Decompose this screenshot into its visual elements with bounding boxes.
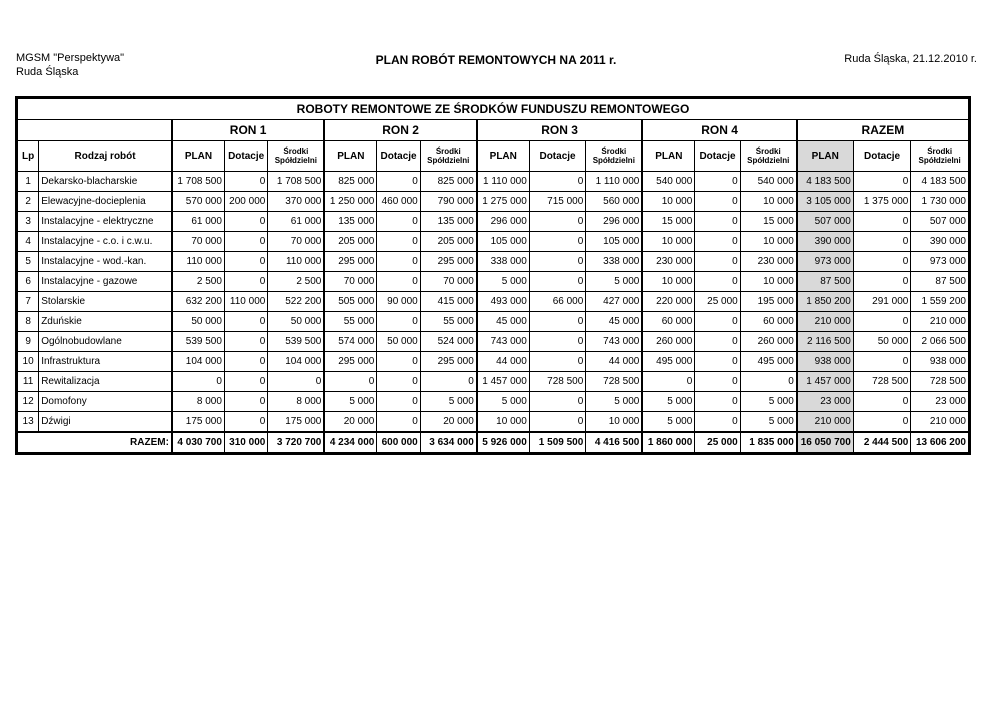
- column-header-srodki-line1: Środki: [601, 147, 627, 156]
- total-value-cell: 4 030 700: [172, 432, 224, 453]
- row-value-cell: 5 000: [740, 412, 797, 433]
- row-value-cell: 0: [377, 352, 420, 372]
- row-value-cell: 973 000: [797, 252, 854, 272]
- row-value-cell: 0: [224, 372, 267, 392]
- row-value-cell: 220 000: [642, 292, 694, 312]
- column-header-dotacje: Dotacje: [695, 141, 740, 172]
- row-value-cell: 0: [377, 172, 420, 192]
- row-value-cell: 0: [853, 232, 911, 252]
- row-value-cell: 5 000: [477, 272, 529, 292]
- column-header-srodki-line1: Środki: [927, 147, 953, 156]
- row-value-cell: 0: [529, 232, 586, 252]
- row-work-type: Instalacyjne - wod.-kan.: [39, 252, 172, 272]
- group-header-ron2: RON 2: [324, 120, 476, 141]
- subheader-row: [18, 141, 969, 172]
- row-value-cell: 460 000: [377, 192, 420, 212]
- row-value-cell: 105 000: [586, 232, 643, 252]
- row-value-cell: 0: [224, 392, 267, 412]
- column-header-srodki-line1: Środki: [755, 147, 781, 156]
- row-value-cell: 1 708 500: [172, 172, 224, 192]
- row-value-cell: 524 000: [420, 332, 477, 352]
- total-value-cell: 1 835 000: [740, 432, 797, 453]
- column-header-plan: PLAN: [797, 141, 854, 172]
- row-lp: 1: [18, 172, 39, 192]
- row-value-cell: 493 000: [477, 292, 529, 312]
- row-value-cell: 5 000: [586, 392, 643, 412]
- row-value-cell: 540 000: [642, 172, 694, 192]
- row-value-cell: 0: [224, 232, 267, 252]
- column-header-plan: PLAN: [477, 141, 529, 172]
- row-value-cell: 210 000: [797, 412, 854, 433]
- column-header-plan: PLAN: [324, 141, 376, 172]
- row-value-cell: 2 116 500: [797, 332, 854, 352]
- row-value-cell: 3 105 000: [797, 192, 854, 212]
- row-value-cell: 0: [224, 332, 267, 352]
- row-value-cell: 1 559 200: [911, 292, 969, 312]
- row-value-cell: 1 850 200: [797, 292, 854, 312]
- group-header-ron4: RON 4: [642, 120, 796, 141]
- row-value-cell: 66 000: [529, 292, 586, 312]
- row-value-cell: 50 000: [268, 312, 325, 332]
- total-value-cell: 13 606 200: [911, 432, 969, 453]
- row-lp: 8: [18, 312, 39, 332]
- row-value-cell: 2 500: [172, 272, 224, 292]
- column-header-dotacje: Dotacje: [224, 141, 267, 172]
- row-value-cell: 5 000: [586, 272, 643, 292]
- row-work-type: Ogólnobudowlane: [39, 332, 172, 352]
- table-row: [18, 172, 969, 192]
- row-value-cell: 20 000: [420, 412, 477, 433]
- row-lp: 2: [18, 192, 39, 212]
- column-header-srodki: [420, 141, 477, 172]
- table-row: [18, 412, 969, 433]
- row-work-type: Instalacyjne - elektryczne: [39, 212, 172, 232]
- row-value-cell: 70 000: [268, 232, 325, 252]
- organization-name: MGSM "Perspektywa": [16, 52, 125, 64]
- row-value-cell: 1 730 000: [911, 192, 969, 212]
- row-value-cell: 0: [695, 272, 740, 292]
- row-value-cell: 0: [377, 252, 420, 272]
- row-value-cell: 0: [377, 232, 420, 252]
- group-header-empty: [18, 120, 172, 141]
- row-value-cell: 0: [224, 352, 267, 372]
- row-value-cell: 135 000: [420, 212, 477, 232]
- row-lp: 3: [18, 212, 39, 232]
- row-value-cell: 87 500: [911, 272, 969, 292]
- row-value-cell: 540 000: [740, 172, 797, 192]
- total-value-cell: 4 234 000: [324, 432, 376, 453]
- row-value-cell: 0: [529, 272, 586, 292]
- row-value-cell: 0: [172, 372, 224, 392]
- row-lp: 9: [18, 332, 39, 352]
- column-header-srodki-line2: Spółdzielni: [427, 156, 470, 165]
- row-lp: 11: [18, 372, 39, 392]
- row-value-cell: 0: [529, 412, 586, 433]
- row-value-cell: 0: [695, 232, 740, 252]
- repair-plan-table-frame: [15, 96, 971, 455]
- table-row: [18, 352, 969, 372]
- table-row: [18, 252, 969, 272]
- row-value-cell: 110 000: [224, 292, 267, 312]
- row-lp: 4: [18, 232, 39, 252]
- table-row: [18, 372, 969, 392]
- row-value-cell: 70 000: [172, 232, 224, 252]
- row-value-cell: 0: [268, 372, 325, 392]
- column-header-dotacje: Dotacje: [529, 141, 586, 172]
- row-value-cell: 87 500: [797, 272, 854, 292]
- row-value-cell: 1 457 000: [797, 372, 854, 392]
- row-value-cell: 45 000: [586, 312, 643, 332]
- row-value-cell: 5 000: [477, 392, 529, 412]
- row-value-cell: 728 500: [911, 372, 969, 392]
- row-value-cell: 390 000: [911, 232, 969, 252]
- column-header-plan: PLAN: [642, 141, 694, 172]
- row-value-cell: 370 000: [268, 192, 325, 212]
- row-lp: 5: [18, 252, 39, 272]
- row-lp: 12: [18, 392, 39, 412]
- row-work-type: Dźwigi: [39, 412, 172, 433]
- row-value-cell: 8 000: [268, 392, 325, 412]
- group-header-razem: RAZEM: [797, 120, 969, 141]
- column-header-srodki-line1: Środki: [435, 147, 461, 156]
- column-header-srodki-line2: Spółdzielni: [747, 156, 790, 165]
- row-value-cell: 175 000: [172, 412, 224, 433]
- row-value-cell: 104 000: [172, 352, 224, 372]
- row-value-cell: 23 000: [911, 392, 969, 412]
- group-header-ron3: RON 3: [477, 120, 643, 141]
- row-value-cell: 0: [695, 372, 740, 392]
- row-value-cell: 296 000: [477, 212, 529, 232]
- column-header-name: Rodzaj robót: [39, 141, 172, 172]
- row-value-cell: 415 000: [420, 292, 477, 312]
- row-value-cell: 0: [695, 352, 740, 372]
- total-value-cell: 3 634 000: [420, 432, 477, 453]
- row-value-cell: 0: [695, 192, 740, 212]
- row-value-cell: 55 000: [324, 312, 376, 332]
- row-value-cell: 50 000: [172, 312, 224, 332]
- row-lp: 10: [18, 352, 39, 372]
- row-value-cell: 938 000: [911, 352, 969, 372]
- row-work-type: Zduńskie: [39, 312, 172, 332]
- row-value-cell: 0: [695, 312, 740, 332]
- row-value-cell: 5 000: [642, 392, 694, 412]
- row-value-cell: 296 000: [586, 212, 643, 232]
- row-value-cell: 10 000: [477, 412, 529, 433]
- row-value-cell: 45 000: [477, 312, 529, 332]
- row-value-cell: 1 110 000: [586, 172, 643, 192]
- row-value-cell: 55 000: [420, 312, 477, 332]
- row-value-cell: 0: [377, 392, 420, 412]
- row-value-cell: 105 000: [477, 232, 529, 252]
- row-lp: 13: [18, 412, 39, 433]
- row-value-cell: 44 000: [477, 352, 529, 372]
- total-value-cell: 4 416 500: [586, 432, 643, 453]
- column-header-srodki: [911, 141, 969, 172]
- repair-plan-table: [17, 98, 969, 453]
- total-value-cell: 3 720 700: [268, 432, 325, 453]
- row-value-cell: 539 500: [268, 332, 325, 352]
- column-header-srodki: [586, 141, 643, 172]
- row-value-cell: 210 000: [911, 312, 969, 332]
- table-row: [18, 192, 969, 212]
- row-value-cell: 0: [529, 352, 586, 372]
- row-value-cell: 0: [529, 392, 586, 412]
- row-value-cell: 104 000: [268, 352, 325, 372]
- row-value-cell: 0: [224, 412, 267, 433]
- row-value-cell: 4 183 500: [911, 172, 969, 192]
- row-value-cell: 61 000: [268, 212, 325, 232]
- row-value-cell: 0: [224, 172, 267, 192]
- row-value-cell: 70 000: [324, 272, 376, 292]
- row-value-cell: 1 375 000: [853, 192, 911, 212]
- column-header-plan: PLAN: [172, 141, 224, 172]
- row-value-cell: 0: [224, 272, 267, 292]
- row-value-cell: 495 000: [642, 352, 694, 372]
- row-value-cell: 0: [853, 312, 911, 332]
- row-value-cell: 0: [642, 372, 694, 392]
- table-row: [18, 272, 969, 292]
- row-value-cell: 790 000: [420, 192, 477, 212]
- group-header-ron1: RON 1: [172, 120, 324, 141]
- table-row: [18, 212, 969, 232]
- row-value-cell: 574 000: [324, 332, 376, 352]
- row-value-cell: 0: [853, 272, 911, 292]
- row-value-cell: 295 000: [324, 352, 376, 372]
- totals-row: [18, 432, 969, 453]
- table-row: [18, 332, 969, 352]
- row-value-cell: 175 000: [268, 412, 325, 433]
- table-row: [18, 312, 969, 332]
- row-value-cell: 0: [224, 312, 267, 332]
- total-value-cell: 25 000: [695, 432, 740, 453]
- row-value-cell: 0: [853, 412, 911, 433]
- row-value-cell: 0: [377, 412, 420, 433]
- row-value-cell: 728 500: [853, 372, 911, 392]
- row-work-type: Rewitalizacja: [39, 372, 172, 392]
- row-value-cell: 715 000: [529, 192, 586, 212]
- total-value-cell: 1 860 000: [642, 432, 694, 453]
- table-row: [18, 232, 969, 252]
- row-value-cell: 1 457 000: [477, 372, 529, 392]
- row-value-cell: 0: [695, 172, 740, 192]
- row-value-cell: 1 250 000: [324, 192, 376, 212]
- row-value-cell: 427 000: [586, 292, 643, 312]
- row-value-cell: 10 000: [586, 412, 643, 433]
- row-value-cell: 0: [377, 212, 420, 232]
- row-value-cell: 10 000: [642, 192, 694, 212]
- row-value-cell: 210 000: [911, 412, 969, 433]
- row-value-cell: 0: [377, 272, 420, 292]
- row-value-cell: 50 000: [853, 332, 911, 352]
- row-value-cell: 0: [695, 412, 740, 433]
- place-date: Ruda Śląska, 21.12.2010 r.: [844, 53, 977, 65]
- row-value-cell: 10 000: [642, 232, 694, 252]
- row-value-cell: 295 000: [420, 352, 477, 372]
- row-value-cell: 0: [529, 252, 586, 272]
- row-value-cell: 2 066 500: [911, 332, 969, 352]
- row-value-cell: 0: [529, 212, 586, 232]
- row-value-cell: 539 500: [172, 332, 224, 352]
- row-value-cell: 1 708 500: [268, 172, 325, 192]
- row-value-cell: 295 000: [324, 252, 376, 272]
- row-value-cell: 135 000: [324, 212, 376, 232]
- row-value-cell: 195 000: [740, 292, 797, 312]
- row-value-cell: 0: [695, 212, 740, 232]
- table-row: [18, 392, 969, 412]
- row-value-cell: 0: [529, 172, 586, 192]
- table-body: [18, 172, 969, 433]
- row-value-cell: 70 000: [420, 272, 477, 292]
- row-value-cell: 110 000: [172, 252, 224, 272]
- row-value-cell: 522 200: [268, 292, 325, 312]
- row-value-cell: 0: [740, 372, 797, 392]
- row-value-cell: 10 000: [740, 272, 797, 292]
- row-value-cell: 44 000: [586, 352, 643, 372]
- row-value-cell: 4 183 500: [797, 172, 854, 192]
- row-value-cell: 0: [420, 372, 477, 392]
- total-value-cell: 16 050 700: [797, 432, 854, 453]
- row-value-cell: 0: [853, 212, 911, 232]
- row-value-cell: 0: [324, 372, 376, 392]
- column-header-srodki: [268, 141, 325, 172]
- column-header-srodki-line1: Środki: [283, 147, 309, 156]
- column-header-srodki-line2: Spółdzielni: [592, 156, 635, 165]
- row-value-cell: 728 500: [586, 372, 643, 392]
- total-value-cell: 2 444 500: [853, 432, 911, 453]
- row-value-cell: 507 000: [797, 212, 854, 232]
- row-value-cell: 0: [224, 212, 267, 232]
- row-value-cell: 0: [695, 392, 740, 412]
- row-lp: 6: [18, 272, 39, 292]
- row-value-cell: 210 000: [797, 312, 854, 332]
- row-value-cell: 15 000: [642, 212, 694, 232]
- row-value-cell: 5 000: [420, 392, 477, 412]
- row-value-cell: 338 000: [586, 252, 643, 272]
- row-value-cell: 505 000: [324, 292, 376, 312]
- row-value-cell: 390 000: [797, 232, 854, 252]
- row-value-cell: 0: [377, 372, 420, 392]
- row-value-cell: 10 000: [740, 192, 797, 212]
- row-value-cell: 0: [853, 252, 911, 272]
- row-value-cell: 0: [853, 392, 911, 412]
- column-header-dotacje: Dotacje: [853, 141, 911, 172]
- column-header-lp: Lp: [18, 141, 39, 172]
- row-value-cell: 507 000: [911, 212, 969, 232]
- row-value-cell: 60 000: [642, 312, 694, 332]
- row-value-cell: 938 000: [797, 352, 854, 372]
- row-value-cell: 90 000: [377, 292, 420, 312]
- row-value-cell: 110 000: [268, 252, 325, 272]
- row-value-cell: 560 000: [586, 192, 643, 212]
- row-value-cell: 5 000: [324, 392, 376, 412]
- row-value-cell: 60 000: [740, 312, 797, 332]
- table-title: ROBOTY REMONTOWE ZE ŚRODKÓW FUNDUSZU REMONTOWEGO: [18, 99, 969, 120]
- row-value-cell: 0: [377, 312, 420, 332]
- organization-city: Ruda Śląska: [16, 66, 79, 78]
- row-value-cell: 0: [529, 312, 586, 332]
- row-value-cell: 230 000: [642, 252, 694, 272]
- row-value-cell: 25 000: [695, 292, 740, 312]
- row-value-cell: 728 500: [529, 372, 586, 392]
- row-value-cell: 0: [853, 172, 911, 192]
- total-value-cell: 310 000: [224, 432, 267, 453]
- row-value-cell: 260 000: [642, 332, 694, 352]
- row-value-cell: 0: [529, 332, 586, 352]
- row-work-type: Elewacyjne-docieplenia: [39, 192, 172, 212]
- row-value-cell: 338 000: [477, 252, 529, 272]
- row-work-type: Stolarskie: [39, 292, 172, 312]
- total-value-cell: 1 509 500: [529, 432, 586, 453]
- row-value-cell: 15 000: [740, 212, 797, 232]
- row-value-cell: 1 110 000: [477, 172, 529, 192]
- row-value-cell: 825 000: [420, 172, 477, 192]
- row-value-cell: 205 000: [324, 232, 376, 252]
- row-value-cell: 0: [695, 252, 740, 272]
- row-lp: 7: [18, 292, 39, 312]
- totals-label: RAZEM:: [18, 432, 172, 453]
- row-value-cell: 61 000: [172, 212, 224, 232]
- row-value-cell: 200 000: [224, 192, 267, 212]
- row-work-type: Infrastruktura: [39, 352, 172, 372]
- total-value-cell: 5 926 000: [477, 432, 529, 453]
- row-value-cell: 205 000: [420, 232, 477, 252]
- row-value-cell: 743 000: [477, 332, 529, 352]
- column-header-srodki-line2: Spółdzielni: [274, 156, 317, 165]
- row-work-type: Dekarsko-blacharskie: [39, 172, 172, 192]
- row-value-cell: 291 000: [853, 292, 911, 312]
- row-value-cell: 230 000: [740, 252, 797, 272]
- row-work-type: Domofony: [39, 392, 172, 412]
- document-title: PLAN ROBÓT REMONTOWYCH NA 2011 r.: [375, 53, 617, 67]
- row-value-cell: 495 000: [740, 352, 797, 372]
- row-value-cell: 10 000: [740, 232, 797, 252]
- row-value-cell: 570 000: [172, 192, 224, 212]
- row-value-cell: 10 000: [642, 272, 694, 292]
- row-value-cell: 0: [224, 252, 267, 272]
- row-value-cell: 1 275 000: [477, 192, 529, 212]
- row-value-cell: 5 000: [642, 412, 694, 433]
- row-value-cell: 0: [695, 332, 740, 352]
- row-value-cell: 8 000: [172, 392, 224, 412]
- row-value-cell: 632 200: [172, 292, 224, 312]
- row-value-cell: 295 000: [420, 252, 477, 272]
- total-value-cell: 600 000: [377, 432, 420, 453]
- row-value-cell: 260 000: [740, 332, 797, 352]
- row-value-cell: 2 500: [268, 272, 325, 292]
- row-value-cell: 0: [853, 352, 911, 372]
- column-header-srodki: [740, 141, 797, 172]
- row-work-type: Instalacyjne - c.o. i c.w.u.: [39, 232, 172, 252]
- row-value-cell: 973 000: [911, 252, 969, 272]
- row-value-cell: 5 000: [740, 392, 797, 412]
- row-value-cell: 23 000: [797, 392, 854, 412]
- table-row: [18, 292, 969, 312]
- column-header-srodki-line2: Spółdzielni: [918, 156, 961, 165]
- row-value-cell: 825 000: [324, 172, 376, 192]
- row-value-cell: 743 000: [586, 332, 643, 352]
- row-value-cell: 20 000: [324, 412, 376, 433]
- row-work-type: Instalacyjne - gazowe: [39, 272, 172, 292]
- row-value-cell: 50 000: [377, 332, 420, 352]
- column-header-dotacje: Dotacje: [377, 141, 420, 172]
